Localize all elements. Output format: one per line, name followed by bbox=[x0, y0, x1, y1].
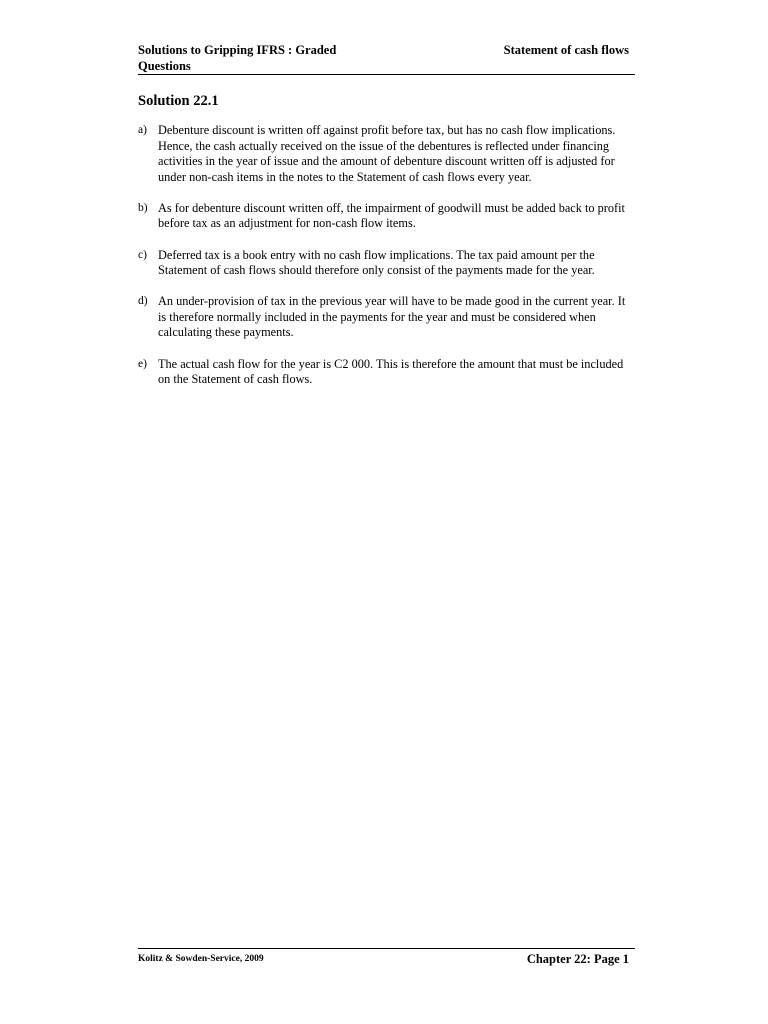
answer-marker: d) bbox=[138, 295, 148, 308]
answer-item-d bbox=[138, 294, 635, 341]
answer-text: Debenture discount is written off against profit before tax, but has no cash flow implications. Hence, the cash actually received on the issue of the debentures is reflected under financing activities in the year of issue and the amount of debenture discount written off is adjusted for under non-cash items in the notes to the Statement of cash flows every year. bbox=[158, 123, 616, 184]
book-title: Solutions to Gripping IFRS : Graded Questions bbox=[138, 43, 337, 73]
answer-marker: a) bbox=[138, 124, 147, 136]
answer-text: As for debenture discount written off, the impairment of goodwill must be added back to profit before tax as an adjustment for non-cash flow items. bbox=[158, 200, 625, 231]
answer-list bbox=[138, 123, 635, 403]
answer-item-c bbox=[138, 248, 635, 279]
answer-marker: c) bbox=[138, 248, 147, 261]
solution-title: Solution 22.1 bbox=[138, 93, 219, 109]
page-footer bbox=[138, 948, 635, 969]
page-number: Chapter 22: Page 1 bbox=[526, 952, 629, 966]
answer-item-a bbox=[138, 123, 635, 185]
answer-text: An under-provision of tax in the previous year will have to be made good in the current year. It is therefore normally included in the payments for the year and must be considered when calculating these payments. bbox=[158, 294, 626, 340]
answer-text: The actual cash flow for the year is C2 000. This is therefore the amount that must be included on the Statement of cash flows. bbox=[158, 356, 624, 387]
page-header bbox=[138, 42, 635, 75]
copyright-text: Kolitz & Sowden-Service, 2009 bbox=[138, 954, 264, 964]
answer-item-e bbox=[138, 357, 635, 388]
answer-item-b bbox=[138, 201, 635, 232]
answer-marker: b) bbox=[138, 201, 148, 214]
answer-marker: e) bbox=[138, 357, 147, 370]
chapter-topic: Statement of cash flows bbox=[503, 43, 629, 57]
answer-text: Deferred tax is a book entry with no cash flow implications. The tax paid amount per the Statement of cash flows should therefore only consist of the payments made for the year. bbox=[158, 247, 595, 278]
